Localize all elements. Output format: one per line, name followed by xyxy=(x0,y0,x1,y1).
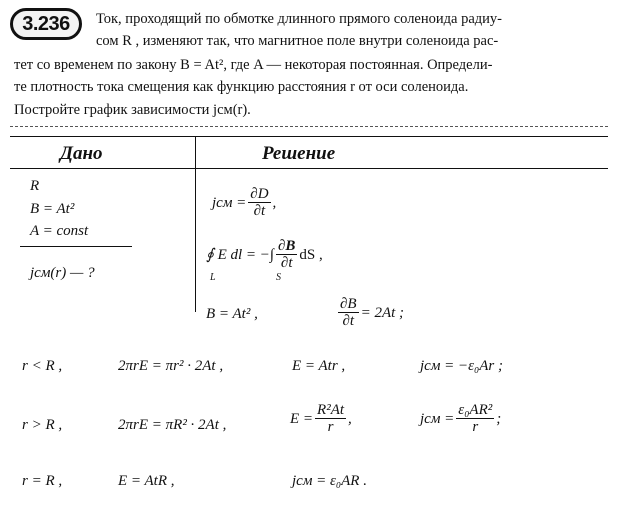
given-find-rule xyxy=(20,246,132,247)
eq2-fraction xyxy=(276,238,297,271)
problem-line-4: те плотность тока смещения как функцию расстояния r от оси соленоида. xyxy=(14,79,469,95)
case-1-E: E = Atr , xyxy=(292,358,346,374)
given-item-R: R xyxy=(30,178,40,194)
case-3-equation: E = AtR , xyxy=(118,473,175,489)
eq3-num: ∂B xyxy=(340,296,357,312)
problem-line-3: тет со временем по закону B = At², где A — некоторая постоянная. Определи- xyxy=(14,57,493,73)
given-item-A: A = const xyxy=(30,223,89,239)
equation-B-field: B = At² , xyxy=(206,306,258,322)
eq1-lhs: jсм = xyxy=(212,194,247,211)
equation-dBdt xyxy=(336,296,404,329)
solution-header: Решение xyxy=(262,143,336,164)
case-3-condition: r = R , xyxy=(22,473,63,489)
equation-faraday xyxy=(206,238,323,271)
case-2-E-tail: , xyxy=(348,410,352,427)
eq2-den: ∂t xyxy=(280,255,293,271)
problem-line-1: Ток, проходящий по обмотке длинного прямого соленоида радиу- xyxy=(96,11,502,27)
case-2-j-num: ε₀AR² xyxy=(458,402,493,418)
case-3-j: jсм = ε₀AR . xyxy=(292,473,367,489)
problem-number-badge: 3.236 xyxy=(10,8,82,40)
eq3-tail: = 2At ; xyxy=(360,304,405,321)
problem-line-5: Постройте график зависимости jсм(r). xyxy=(14,102,251,118)
eq3-fraction xyxy=(338,296,359,329)
case-1-equation: 2πrE = πr² · 2At , xyxy=(118,358,224,374)
eq1-fraction xyxy=(248,186,270,219)
case-2-E-den: r xyxy=(327,419,334,435)
eq1-den: ∂t xyxy=(253,203,266,219)
eq3-den: ∂t xyxy=(342,313,355,329)
eq1-tail: , xyxy=(272,194,277,211)
table-top-rule xyxy=(10,136,608,137)
table-column-divider xyxy=(195,136,196,312)
case-2-equation: 2πrE = πR² · 2At , xyxy=(118,417,227,433)
case-2-E-fraction xyxy=(315,402,346,435)
eq2-num: ∂B xyxy=(278,238,296,254)
case-1-j: jсм = −ε₀Ar ; xyxy=(420,358,504,374)
table-header-rule xyxy=(10,168,608,169)
separator-dashed xyxy=(10,126,608,127)
eq2-limit-L: L xyxy=(210,272,216,283)
case-1-condition: r < R , xyxy=(22,358,63,374)
case-2-condition: r > R , xyxy=(22,417,63,433)
case-2-j xyxy=(420,402,501,435)
case-2-j-fraction xyxy=(456,402,494,435)
problem-line-2: сом R , изменяют так, что магнитное поле внутри соленоида рас- xyxy=(96,33,499,49)
case-2-j-den: r xyxy=(472,419,479,435)
case-2-j-tail: ; xyxy=(496,410,502,427)
given-header: Дано xyxy=(60,143,103,164)
equation-displacement-current xyxy=(212,186,276,219)
eq2-lhs: ∮ E dl = −∫ xyxy=(206,246,274,263)
case-2-j-lhs: jсм = xyxy=(420,410,455,427)
given-find: jсм(r) — ? xyxy=(30,265,95,281)
given-item-B: B = At² xyxy=(30,201,75,217)
eq2-tail: dS , xyxy=(299,246,323,263)
case-2-E-lhs: E = xyxy=(290,410,314,427)
case-2-E xyxy=(290,402,352,435)
eq2-limit-S: S xyxy=(276,272,281,283)
eq1-num: ∂D xyxy=(250,186,269,202)
case-2-E-num: R²At xyxy=(317,402,345,418)
